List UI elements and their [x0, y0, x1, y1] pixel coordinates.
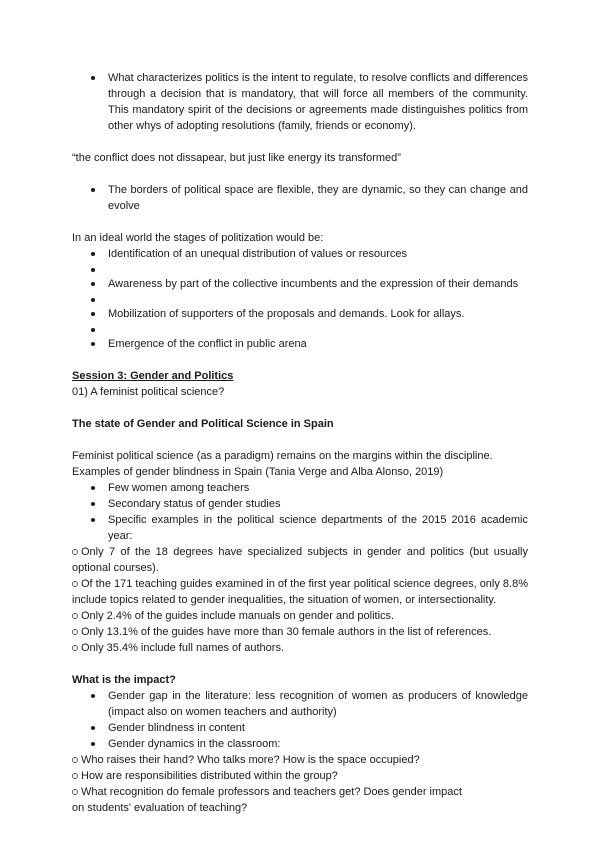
examples-list	[72, 480, 528, 544]
question: What recognition do female professors and teachers get? Does gender impact	[81, 786, 462, 798]
bullet-list-politics	[72, 70, 528, 134]
bullet-list-borders	[72, 182, 528, 214]
paragraph: Feminist political science (as a paradigm) remains on the margins within the discipline.	[72, 450, 493, 462]
session-title: Session 3: Gender and Politics	[72, 370, 234, 382]
spacer	[72, 292, 528, 306]
question-continuation: on students' evaluation of teaching?	[72, 802, 248, 814]
stages-intro: In an ideal world the stages of politization would be:	[72, 232, 324, 244]
quote-text: “the conflict does not dissapear, but just like energy its transformed”	[72, 152, 401, 164]
circle-bullet-icon	[72, 789, 78, 795]
stage-item: Emergence of the conflict in public arena	[72, 336, 528, 352]
sub-point: Only 35.4% include full names of authors.	[81, 642, 285, 654]
impact-item: Gender dynamics in the classroom:	[72, 736, 528, 752]
circle-bullet-icon	[72, 757, 78, 763]
stage-item: Identification of an unequal distribution of values or resources	[72, 246, 528, 262]
circle-bullet-icon	[72, 549, 78, 555]
impact-item: Gender gap in the literature: less recognition of women as producers of knowledge (impact also on women teachers and authority)	[72, 688, 528, 720]
stage-item: Awareness by part of the collective incumbents and the expression of their demands	[72, 276, 528, 292]
circle-bullet-icon	[72, 613, 78, 619]
spacer	[72, 322, 528, 336]
circle-bullet-icon	[72, 773, 78, 779]
impact-heading: What is the impact?	[72, 674, 176, 686]
sub-point: Of the 171 teaching guides examined in of the first year political science degrees, only 8.8% include topics related to gender inequalities, the situation of women, or intersectionality.	[72, 578, 528, 606]
spacer	[72, 262, 528, 276]
bullet-item: What characterizes politics is the intent to regulate, to resolve conflicts and differences through a decision that is mandatory, that will force all members of the community. This mandatory spirit of the decisions or agreements made distinguishes politics from other whys of adopting resolutions (family, friends or economy).	[72, 70, 528, 134]
example-item: Secondary status of gender studies	[72, 496, 528, 512]
circle-bullet-icon	[72, 629, 78, 635]
question: Who raises their hand? Who talks more? How is the space occupied?	[81, 754, 420, 766]
impact-item: Gender blindness in content	[72, 720, 528, 736]
sub-point: Only 7 of the 18 degrees have specialized subjects in gender and politics (but usually optional courses).	[72, 546, 528, 574]
impact-questions	[72, 752, 528, 816]
example-item: Specific examples in the political science departments of the 2015 2016 academic year:	[72, 512, 528, 544]
question: How are responsibilities distributed within the group?	[81, 770, 338, 782]
bullet-item: The borders of political space are flexible, they are dynamic, so they can change and evolve	[72, 182, 528, 214]
circle-bullet-icon	[72, 645, 78, 651]
stages-list	[72, 246, 528, 352]
document-page	[72, 70, 528, 816]
example-item: Few women among teachers	[72, 480, 528, 496]
paragraph: Examples of gender blindness in Spain (Tania Verge and Alba Alonso, 2019)	[72, 466, 444, 478]
sub-point: Only 13.1% of the guides have more than 30 female authors in the list of references.	[81, 626, 492, 638]
sub-point: Only 2.4% of the guides include manuals on gender and politics.	[81, 610, 395, 622]
circle-bullet-icon	[72, 581, 78, 587]
sub-points	[72, 544, 528, 656]
section-heading: The state of Gender and Political Science in Spain	[72, 418, 334, 430]
session-subtitle: 01) A feminist political science?	[72, 386, 225, 398]
impact-list	[72, 688, 528, 752]
stage-item: Mobilization of supporters of the proposals and demands. Look for allays.	[72, 306, 528, 322]
